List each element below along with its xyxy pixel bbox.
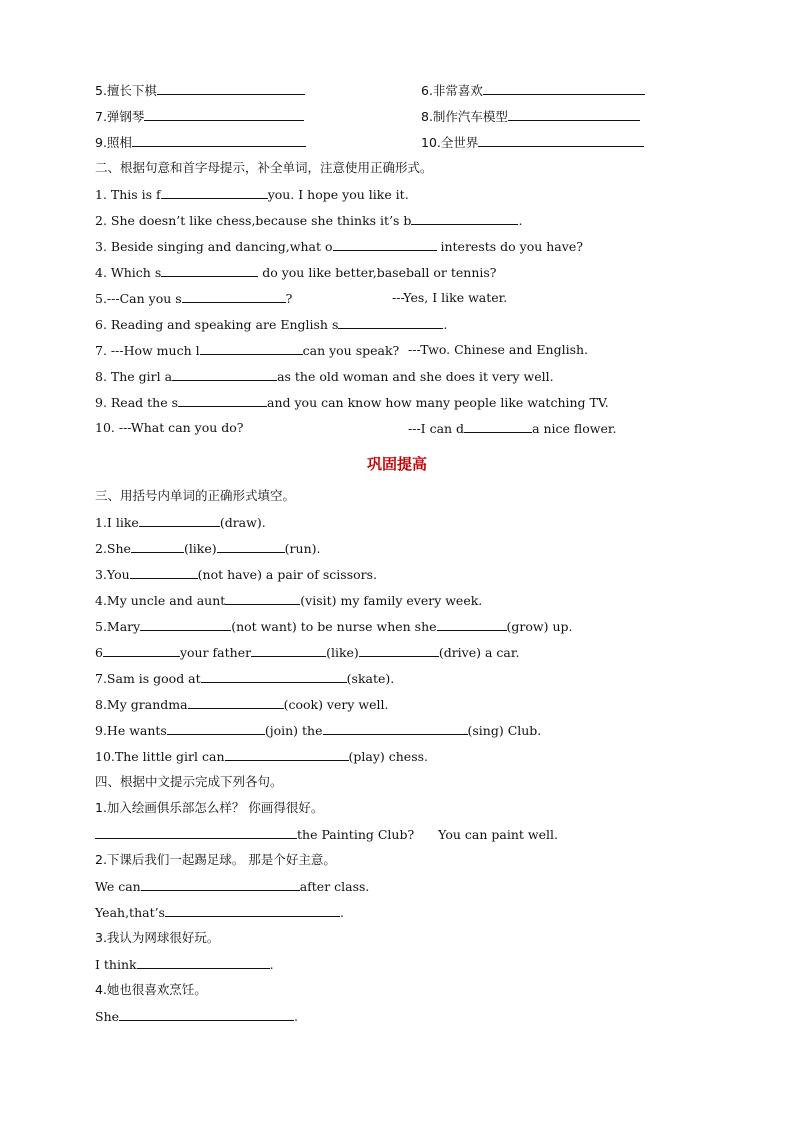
section-heading: 巩固提高 — [366, 455, 427, 473]
s3-item-9 — [95, 722, 541, 739]
s4-q1-answer — [95, 826, 558, 843]
s4-q3-answer — [95, 956, 274, 973]
item-text: . — [339, 905, 344, 920]
section-4-title: 四、根据中文提示完成下列各句。 — [95, 774, 283, 789]
s2-item-4 — [95, 264, 497, 281]
s2-item-7 — [95, 342, 399, 359]
answer-blank[interactable] — [167, 722, 265, 735]
item-text: 3.You — [95, 567, 130, 582]
s3-item-8 — [95, 696, 388, 713]
answer-blank[interactable] — [132, 134, 306, 147]
s3-item-2 — [95, 540, 320, 557]
phrase-label: 6.非常喜欢 — [421, 83, 483, 98]
item-text: 8. The girl a — [95, 369, 173, 384]
item-text: 2.She — [95, 541, 131, 556]
section-2-title: 二、根据句意和首字母提示，补全单词，注意使用正确形式。 — [95, 160, 433, 175]
answer-blank[interactable] — [251, 644, 326, 657]
item-text: 3. Beside singing and dancing,what o — [95, 239, 333, 254]
s4-q1-prompt: 1.加入绘画俱乐部怎么样？ 你画得很好。 — [95, 800, 324, 815]
item-text: ---I can d — [408, 421, 465, 436]
item-text: . — [294, 1009, 298, 1024]
s2-item-5 — [95, 290, 292, 307]
item-text: (visit) my family every week. — [300, 593, 483, 608]
item-text: 9.He wants — [95, 723, 167, 738]
phrase-label: 7.弹钢琴 — [95, 109, 145, 124]
phrase-label: 8.制作汽车模型 — [421, 109, 508, 124]
item-text: (sing) Club. — [467, 723, 542, 738]
item-text: . — [269, 957, 274, 972]
phrase-row-2-right — [421, 108, 640, 125]
item-text: 2. She doesn’t like chess,because she thinks it’s b — [95, 213, 412, 228]
s2-item-8 — [95, 368, 554, 385]
phrase-row-2 — [95, 108, 304, 125]
phrase-label: 10.全世界 — [421, 135, 479, 150]
answer-blank[interactable] — [95, 826, 297, 839]
item-text: 1. This is f — [95, 187, 161, 202]
answer-blank[interactable] — [141, 878, 300, 891]
s3-item-10 — [95, 748, 428, 765]
item-text: (not have) a pair of scissors. — [197, 567, 378, 582]
item-text: We can — [95, 879, 141, 894]
answer-blank[interactable] — [140, 618, 231, 631]
item-text: 4.My uncle and aunt — [95, 593, 226, 608]
item-text: ? — [285, 291, 293, 306]
s2-item-10: 10. ---What can you do? — [95, 420, 244, 435]
phrase-row-1 — [95, 82, 305, 99]
phrase-row-1-right — [421, 82, 645, 99]
s3-item-3 — [95, 566, 377, 583]
answer-blank[interactable] — [103, 644, 180, 657]
answer-blank[interactable] — [201, 670, 347, 683]
s3-item-6 — [95, 644, 519, 661]
s2-item-10-answer — [408, 420, 616, 437]
item-text: You can paint well. — [438, 827, 558, 842]
s4-q4-answer — [95, 1008, 298, 1025]
answer-blank[interactable] — [359, 644, 439, 657]
item-text: your father — [179, 645, 252, 660]
item-text: can you speak? — [302, 343, 400, 358]
s2-item-9 — [95, 394, 609, 411]
item-text: 10.The little girl can — [95, 749, 225, 764]
answer-blank[interactable] — [144, 108, 304, 121]
answer-blank[interactable] — [200, 342, 303, 355]
answer-blank[interactable] — [130, 566, 198, 579]
phrase-row-3 — [95, 134, 306, 151]
answer-blank[interactable] — [182, 290, 286, 303]
answer-blank[interactable] — [323, 722, 468, 735]
item-text: a nice flower. — [532, 421, 617, 436]
item-text: (drive) a car. — [438, 645, 520, 660]
item-text: Yeah,that’s — [95, 905, 165, 920]
s4-q4-prompt: 4.她也很喜欢烹饪。 — [95, 982, 207, 997]
item-text: (skate). — [346, 671, 395, 686]
item-text: (cook) very well. — [283, 697, 389, 712]
answer-blank[interactable] — [464, 420, 532, 433]
s3-item-7 — [95, 670, 394, 687]
answer-blank[interactable] — [483, 82, 645, 95]
answer-blank[interactable] — [338, 316, 443, 329]
item-text: (like) — [183, 541, 217, 556]
item-text: (not want) to be nurse when she — [231, 619, 437, 634]
item-text: . — [443, 317, 448, 332]
answer-blank[interactable] — [139, 514, 220, 527]
answer-blank[interactable] — [437, 618, 507, 631]
item-text: 9. Read the s — [95, 395, 178, 410]
s4-q2-answer-2 — [95, 904, 344, 921]
item-text: 4. Which s — [95, 265, 162, 280]
answer-blank[interactable] — [161, 264, 258, 277]
item-text: do you like better,baseball or tennis? — [258, 265, 497, 280]
item-text: 1.I like — [95, 515, 139, 530]
phrase-label: 9.照相 — [95, 135, 132, 150]
s3-item-4 — [95, 592, 482, 609]
s3-item-5 — [95, 618, 573, 635]
answer-blank[interactable] — [333, 238, 437, 251]
item-text: and you can know how many people like watching TV. — [267, 395, 609, 410]
item-text: 6 — [95, 645, 103, 660]
item-text: She — [95, 1009, 120, 1024]
answer-blank[interactable] — [157, 82, 305, 95]
s3-item-1 — [95, 514, 266, 531]
item-text: 5.---Can you s — [95, 291, 182, 306]
section-3-title: 三、用括号内单词的正确形式填空。 — [95, 488, 296, 503]
item-text: you. I hope you like it. — [267, 187, 409, 202]
answer-blank[interactable] — [137, 956, 270, 969]
answer-blank[interactable] — [508, 108, 640, 121]
item-text: after class. — [299, 879, 370, 894]
s4-q3-prompt: 3.我认为网球很好玩。 — [95, 930, 220, 945]
answer-blank[interactable] — [478, 134, 644, 147]
item-text: 6. Reading and speaking are English s — [95, 317, 339, 332]
item-text: interests do you have? — [436, 239, 583, 254]
item-text: (run). — [284, 541, 321, 556]
s4-q2-answer-1 — [95, 878, 369, 895]
answer-blank[interactable] — [225, 748, 349, 761]
answer-blank[interactable] — [411, 212, 518, 225]
phrase-row-3-right — [421, 134, 644, 151]
s2-item-5-answer: ---Yes, I like water. — [392, 290, 508, 305]
answer-blank[interactable] — [225, 592, 300, 605]
answer-blank[interactable] — [131, 540, 184, 553]
s2-item-2 — [95, 212, 522, 229]
answer-blank[interactable] — [217, 540, 285, 553]
item-text: . — [518, 213, 523, 228]
item-text: (join) the — [264, 723, 323, 738]
answer-blank[interactable] — [119, 1008, 294, 1021]
item-text: the Painting Club? — [297, 827, 415, 842]
s4-q2-prompt: 2.下课后我们一起踢足球。 那是个好主意。 — [95, 852, 336, 867]
answer-blank[interactable] — [172, 368, 277, 381]
item-text: (like) — [326, 645, 359, 660]
item-text: 7. ---How much l — [95, 343, 200, 358]
item-text: as the old woman and she does it very well. — [277, 369, 554, 384]
s2-item-7-answer: ---Two. Chinese and English. — [408, 342, 589, 357]
answer-blank[interactable] — [188, 696, 284, 709]
answer-blank[interactable] — [165, 904, 340, 917]
answer-blank[interactable] — [178, 394, 267, 407]
item-text: 5.Mary — [95, 619, 141, 634]
item-text: (play) chess. — [348, 749, 428, 764]
item-text: 8.My grandma — [95, 697, 188, 712]
answer-blank[interactable] — [161, 186, 268, 199]
s2-item-6 — [95, 316, 447, 333]
item-text: I think — [95, 957, 137, 972]
item-text: 7.Sam is good at — [95, 671, 201, 686]
item-text: (grow) up. — [506, 619, 573, 634]
s2-item-3 — [95, 238, 583, 255]
s2-item-1 — [95, 186, 409, 203]
item-text: (draw). — [219, 515, 266, 530]
phrase-label: 5.擅长下棋 — [95, 83, 157, 98]
